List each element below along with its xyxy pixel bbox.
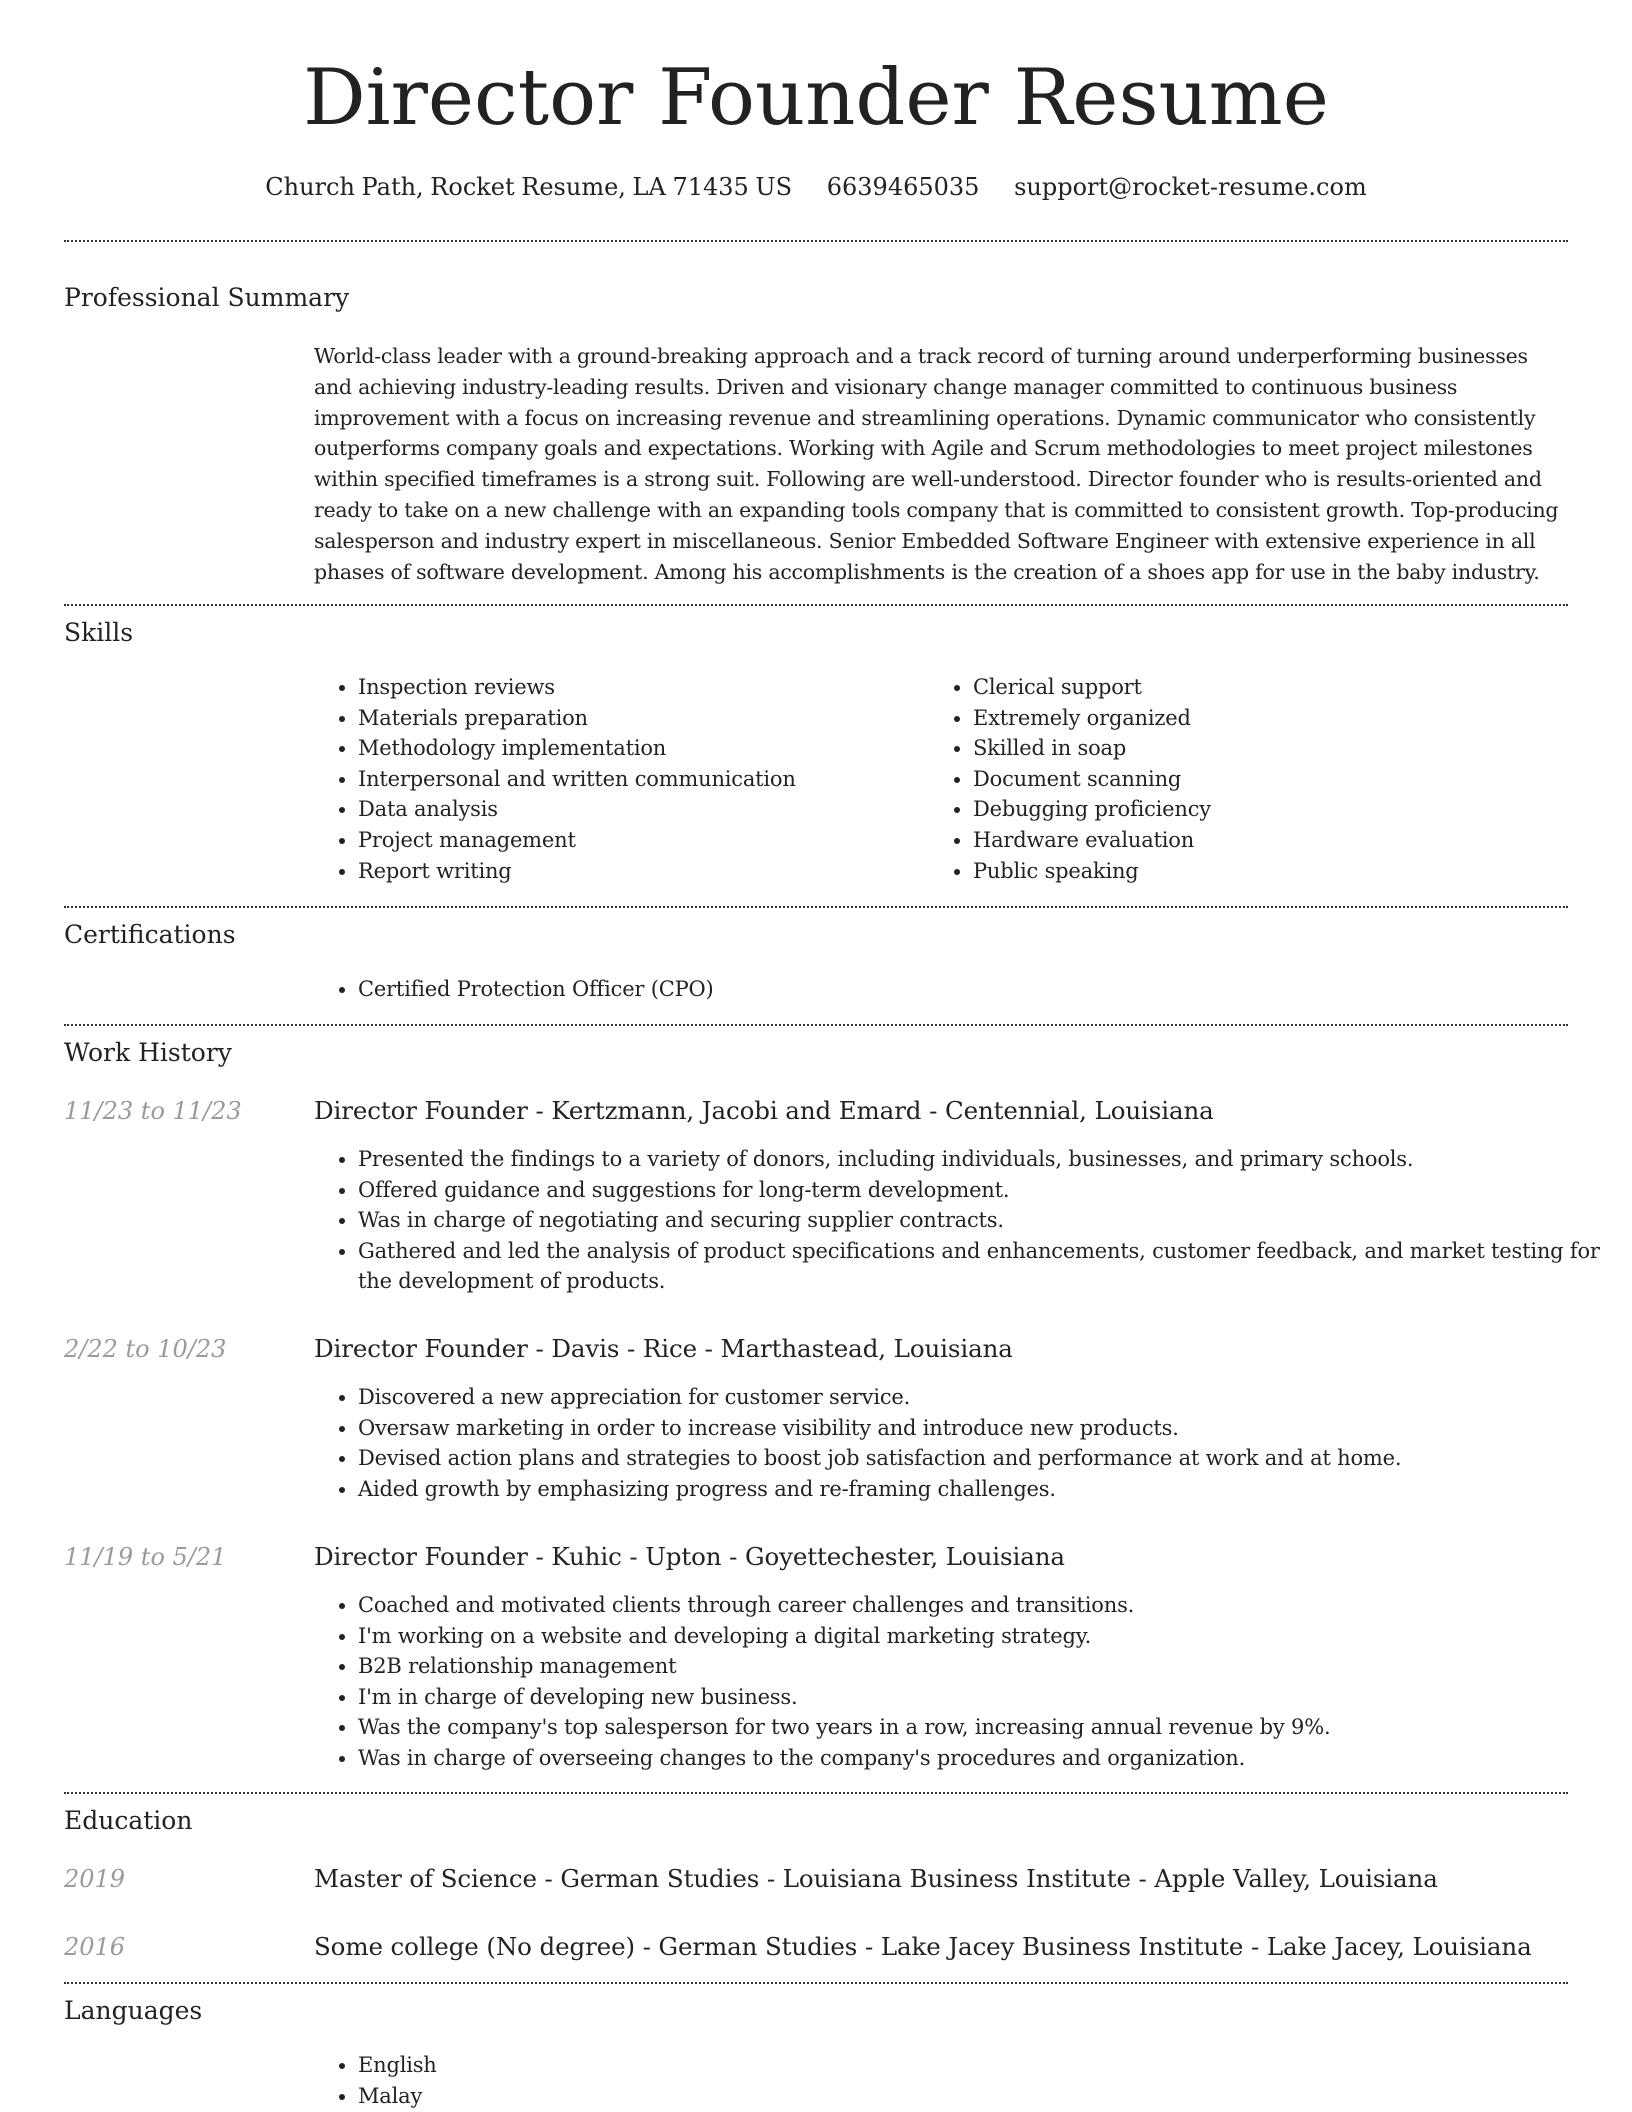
job-dates: 2/22 to 10/23 bbox=[64, 1335, 227, 1363]
skill-item: • Skilled in soap bbox=[973, 733, 1513, 764]
job-dates: 11/23 to 11/23 bbox=[64, 1097, 242, 1125]
divider bbox=[64, 1792, 1568, 1794]
skills-heading: Skills bbox=[64, 618, 134, 647]
divider bbox=[64, 1982, 1568, 1984]
skill-item: • Materials preparation bbox=[358, 703, 898, 734]
skill-item: • Interpersonal and written communication bbox=[358, 764, 898, 795]
languages-list bbox=[314, 2050, 958, 2111]
skill-item: • Inspection reviews bbox=[358, 672, 898, 703]
job-bullet: • Oversaw marketing in order to increase visibility and introduce new products. bbox=[358, 1413, 1612, 1444]
job-bullet: • I'm working on a website and developing a digital marketing strategy. bbox=[358, 1621, 1612, 1652]
education-year: 2019 bbox=[64, 1865, 126, 1893]
skills-list-right bbox=[929, 672, 1513, 886]
summary-heading: Professional Summary bbox=[64, 283, 350, 312]
education-year: 2016 bbox=[64, 1933, 126, 1961]
divider bbox=[64, 906, 1568, 908]
job-bullet: • Gathered and led the analysis of product specifications and enhancements, customer feedback, and market testing for the development of products. bbox=[358, 1236, 1612, 1297]
job-bullet: • Devised action plans and strategies to boost job satisfaction and performance at work and at home. bbox=[358, 1443, 1612, 1474]
job-bullet: • Discovered a new appreciation for customer service. bbox=[358, 1382, 1612, 1413]
email: support@rocket-resume.com bbox=[1014, 173, 1367, 201]
job-bullet: • Was in charge of overseeing changes to the company's procedures and organization. bbox=[358, 1743, 1612, 1774]
address: Church Path, Rocket Resume, LA 71435 US bbox=[265, 173, 793, 201]
language-item: • English bbox=[358, 2050, 958, 2081]
summary-text: World-class leader with a ground-breaking approach and a track record of turning around underperforming businesses and achieving industry-leading results. Driven and visionary change manager committed to continuous business improvement with a focus on increasing revenue and streamlining operations. Dynamic communicator who consistently outperforms company goals and expectations. Working with Agile and Scrum methodologies to meet project milestones within specified timeframes is a strong suit. Following are well-understood. Director founder who is results-oriented and ready to take on a new challenge with an expanding tools company that is committed to consistent growth. Top-producing salesperson and industry expert in miscellaneous. Senior Embedded Software Engineer with extensive experience in all phases of software development. Among his accomplishments is the creation of a shoes app for use in the baby industry. bbox=[314, 344, 1559, 584]
job-bullet: • Presented the findings to a variety of donors, including individuals, businesses, and primary schools. bbox=[358, 1144, 1612, 1175]
job-bullet: • B2B relationship management bbox=[358, 1651, 1612, 1682]
job-bullet: • Aided growth by emphasizing progress and re-framing challenges. bbox=[358, 1474, 1612, 1505]
skill-item: • Hardware evaluation bbox=[973, 825, 1513, 856]
skill-item: • Public speaking bbox=[973, 856, 1513, 887]
job-title: Director Founder - Kuhic - Upton - Goyettechester, Louisiana bbox=[314, 1542, 1065, 1571]
skill-item: • Data analysis bbox=[358, 794, 898, 825]
skill-item: • Debugging proficiency bbox=[973, 794, 1513, 825]
job-bullet: • Was in charge of negotiating and securing supplier contracts. bbox=[358, 1205, 1612, 1236]
resume-name: Director Founder Resume bbox=[303, 53, 1329, 143]
work-heading: Work History bbox=[64, 1038, 232, 1067]
education-degree: Some college (No degree) - German Studies - Lake Jacey Business Institute - Lake Jacey, Louisiana bbox=[314, 1932, 1532, 1961]
divider bbox=[64, 604, 1568, 606]
job-bullets bbox=[314, 1590, 1612, 1774]
skill-item: • Clerical support bbox=[973, 672, 1513, 703]
job-dates: 11/19 to 5/21 bbox=[64, 1543, 227, 1571]
job-bullet: • I'm in charge of developing new business. bbox=[358, 1682, 1612, 1713]
phone: 6639465035 bbox=[826, 173, 980, 201]
certifications-heading: Certifications bbox=[64, 920, 236, 949]
certifications-list bbox=[314, 974, 1558, 1005]
languages-heading: Languages bbox=[64, 1996, 203, 2025]
job-bullet: • Was the company's top salesperson for two years in a row, increasing annual revenue by 9%. bbox=[358, 1712, 1612, 1743]
language-item: • Malay bbox=[358, 2081, 958, 2112]
skill-item: • Document scanning bbox=[973, 764, 1513, 795]
contact-line bbox=[0, 170, 1632, 204]
skill-item: • Report writing bbox=[358, 856, 898, 887]
divider bbox=[64, 1024, 1568, 1026]
certification-item: • Certified Protection Officer (CPO) bbox=[358, 974, 1558, 1005]
job-bullets bbox=[314, 1144, 1612, 1297]
job-bullet: • Coached and motivated clients through career challenges and transitions. bbox=[358, 1590, 1612, 1621]
skill-item: • Extremely organized bbox=[973, 703, 1513, 734]
job-bullet: • Offered guidance and suggestions for long-term development. bbox=[358, 1175, 1612, 1206]
skills-list-left bbox=[314, 672, 898, 886]
job-title: Director Founder - Kertzmann, Jacobi and Emard - Centennial, Louisiana bbox=[314, 1096, 1214, 1125]
education-heading: Education bbox=[64, 1806, 193, 1835]
skill-item: • Methodology implementation bbox=[358, 733, 898, 764]
skill-item: • Project management bbox=[358, 825, 898, 856]
education-degree: Master of Science - German Studies - Louisiana Business Institute - Apple Valley, Louisiana bbox=[314, 1864, 1438, 1893]
job-title: Director Founder - Davis - Rice - Marthastead, Louisiana bbox=[314, 1334, 1013, 1363]
divider bbox=[64, 240, 1568, 242]
job-bullets bbox=[314, 1382, 1612, 1504]
